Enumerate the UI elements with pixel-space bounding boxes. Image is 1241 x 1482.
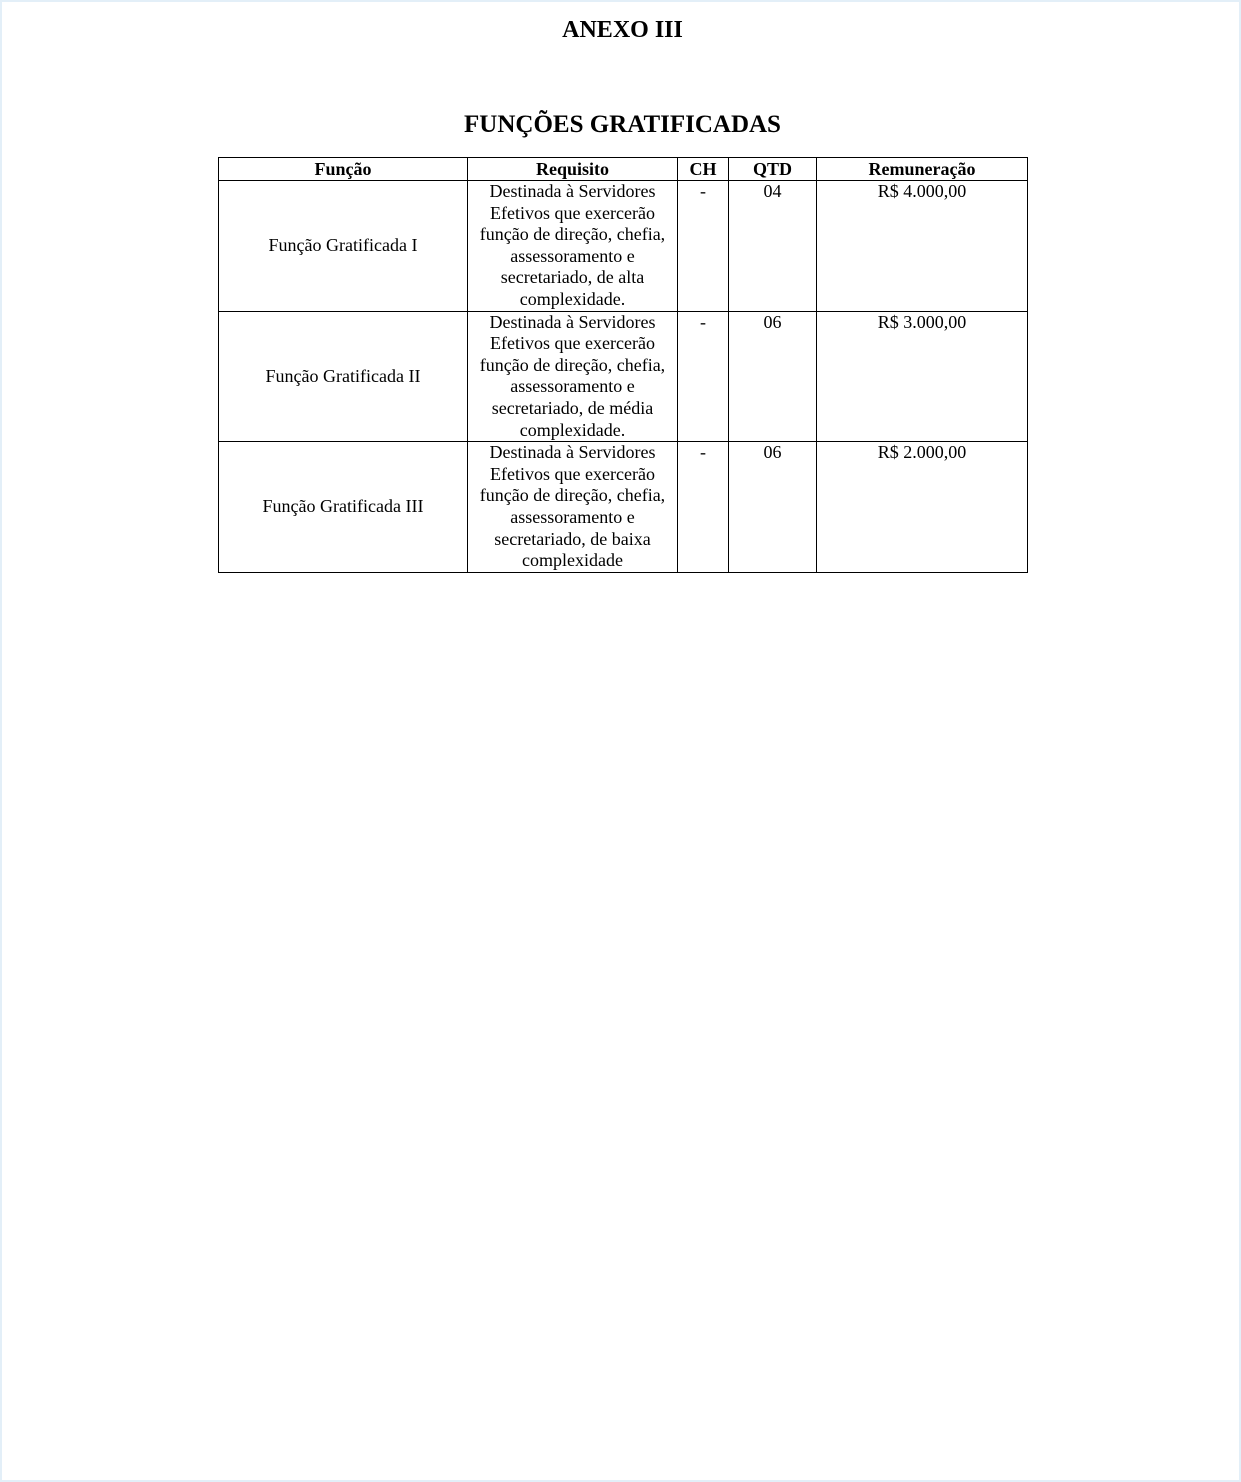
cell-requisito: Destinada à Servidores Efetivos que exercerão função de direção, chefia, assessoramento e secretariado, de baixa complexidade [468, 442, 678, 573]
table-row [219, 442, 1028, 573]
cell-qtd: 04 [729, 181, 817, 312]
cell-ch: - [678, 442, 729, 573]
cell-funcao: Função Gratificada I [219, 181, 468, 312]
cell-qtd: 06 [729, 311, 817, 442]
section-title: FUNÇÕES GRATIFICADAS [464, 111, 781, 138]
annex-title: ANEXO III [562, 17, 683, 43]
header-funcao: Função [219, 158, 468, 181]
cell-requisito: Destinada à Servidores Efetivos que exercerão função de direção, chefia, assessoramento e secretariado, de alta complexidade. [468, 181, 678, 312]
cell-remuneracao: R$ 3.000,00 [817, 311, 1028, 442]
cell-remuneracao: R$ 2.000,00 [817, 442, 1028, 573]
cell-remuneracao: R$ 4.000,00 [817, 181, 1028, 312]
header-remuneracao: Remuneração [817, 158, 1028, 181]
cell-qtd: 06 [729, 442, 817, 573]
table-header-row [219, 158, 1028, 181]
cell-ch: - [678, 181, 729, 312]
header-qtd: QTD [729, 158, 817, 181]
table-row [219, 181, 1028, 312]
header-requisito: Requisito [468, 158, 678, 181]
cell-funcao: Função Gratificada II [219, 311, 468, 442]
table-row [219, 311, 1028, 442]
cell-funcao: Função Gratificada III [219, 442, 468, 573]
cell-requisito: Destinada à Servidores Efetivos que exercerão função de direção, chefia, assessoramento e secretariado, de média complexidade. [468, 311, 678, 442]
cell-ch: - [678, 311, 729, 442]
functions-table [218, 157, 1028, 573]
header-ch: CH [678, 158, 729, 181]
